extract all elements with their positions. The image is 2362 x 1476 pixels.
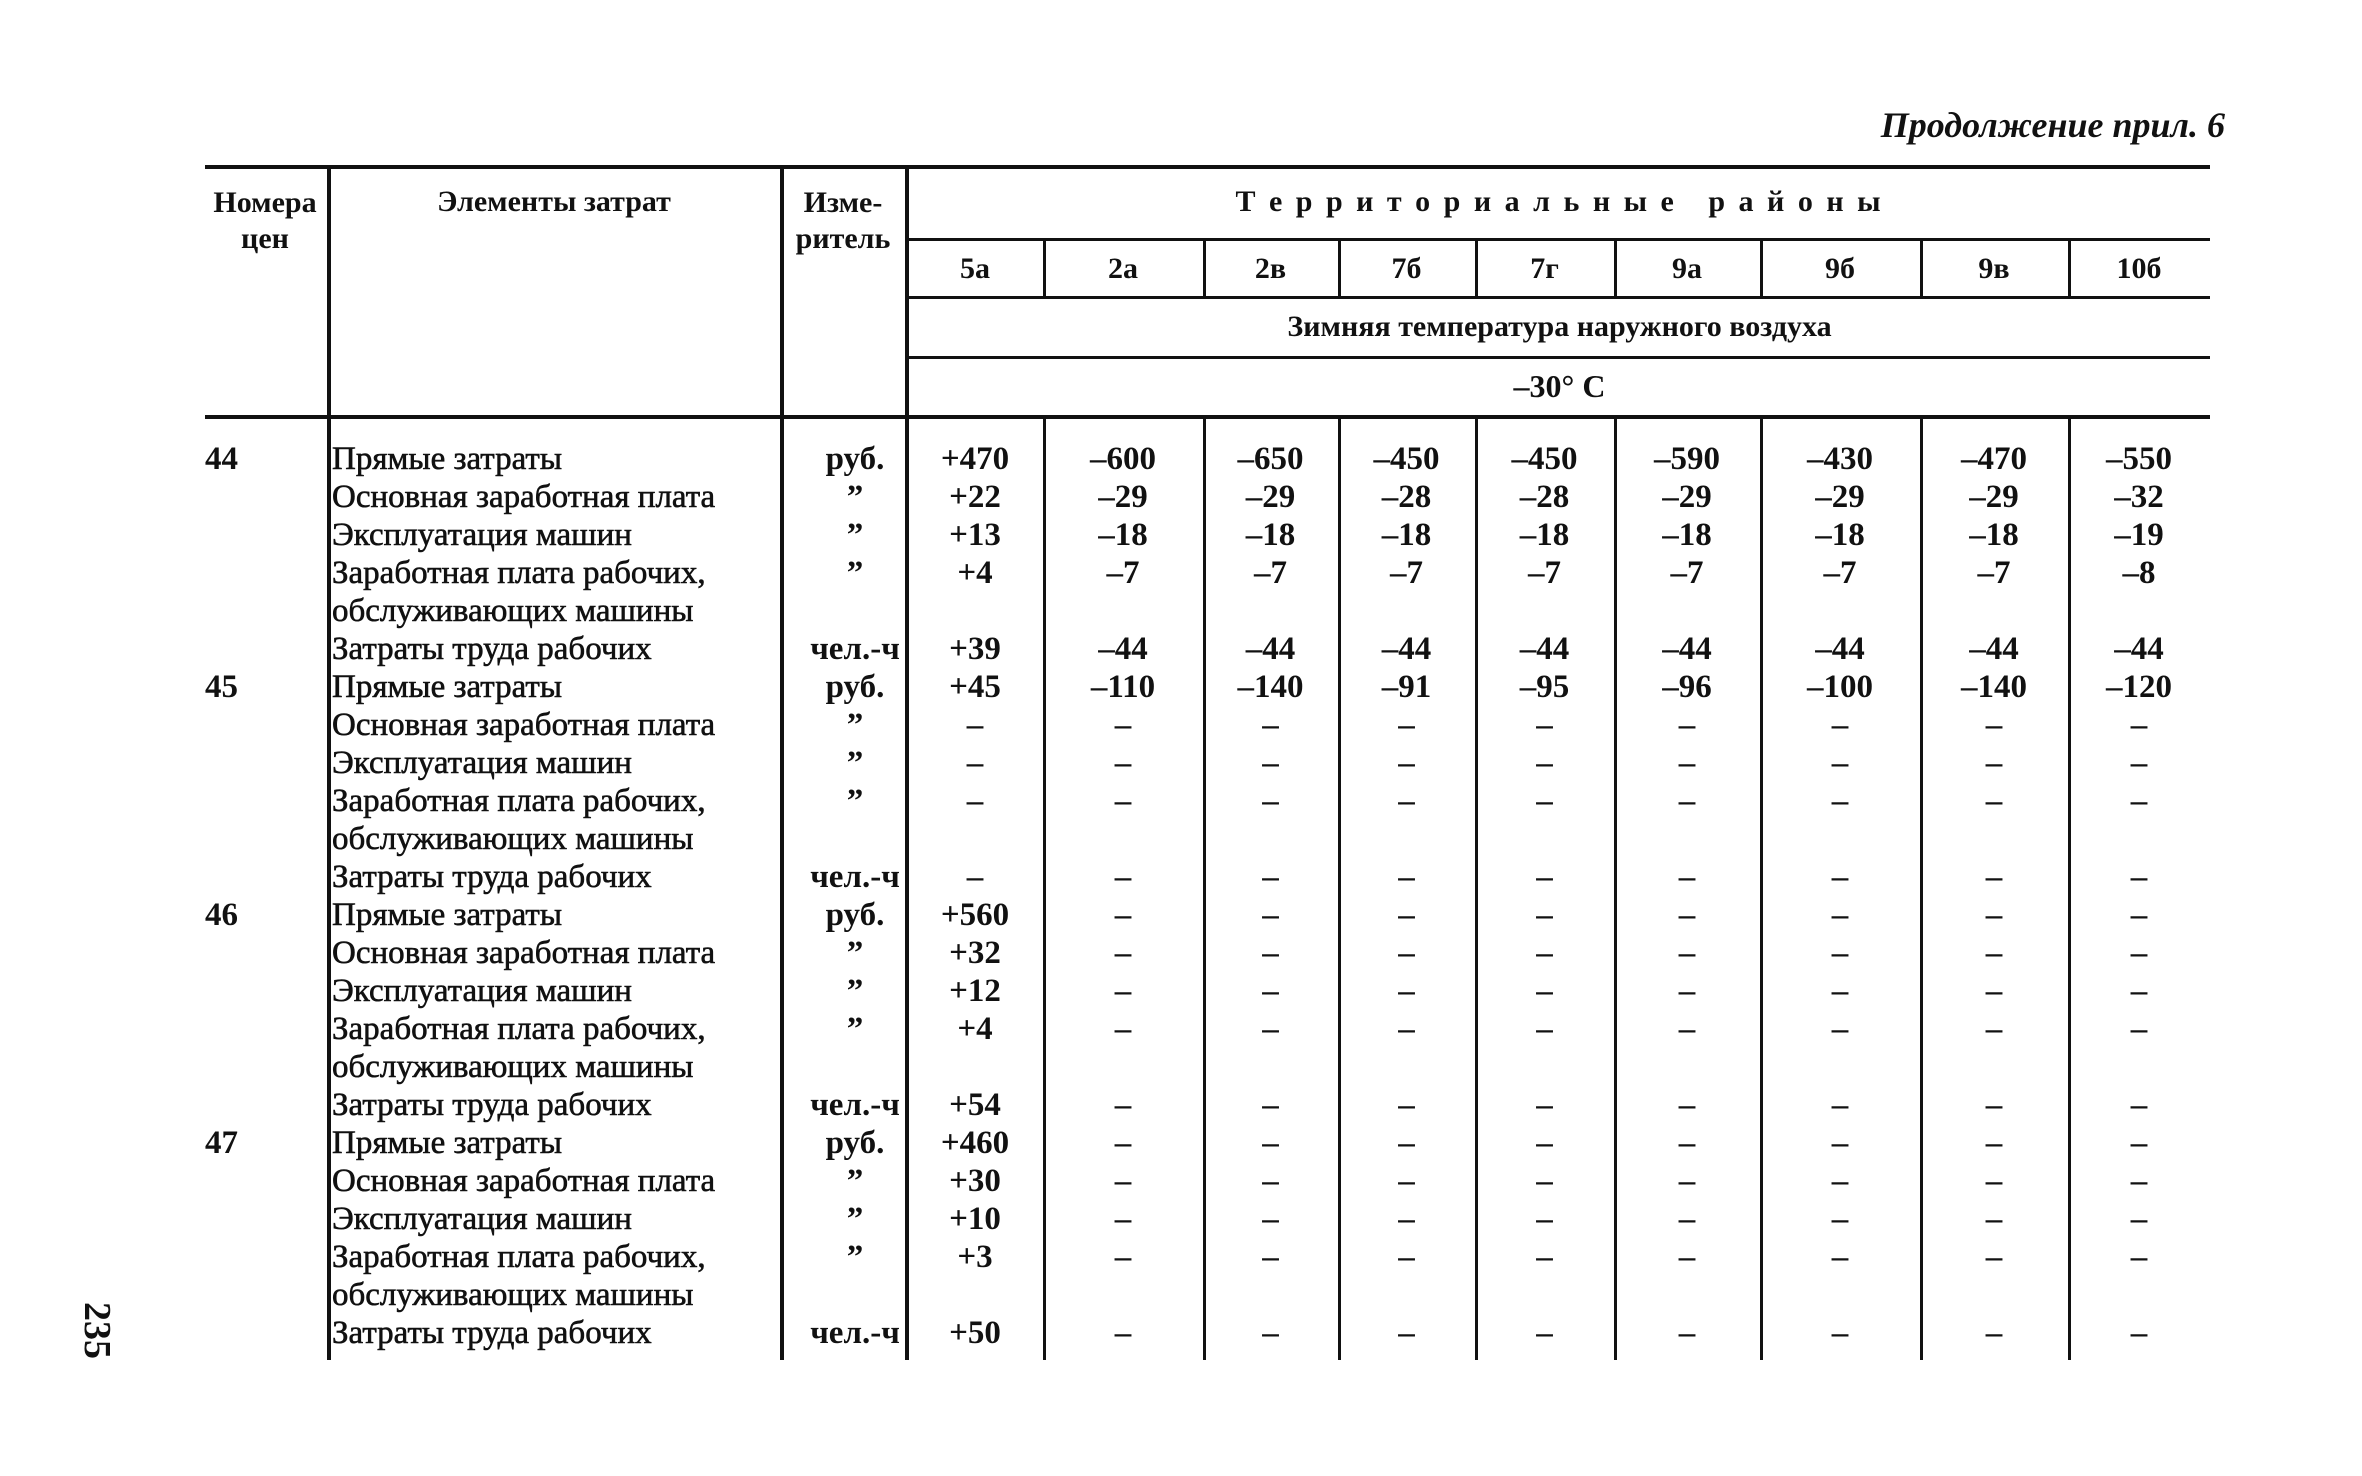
body-vline <box>1920 419 1923 1360</box>
value-cell: – <box>1536 707 1553 743</box>
value-cell: – <box>1678 935 1696 971</box>
value-cell: –110 <box>1090 669 1156 705</box>
cost-element: Заработная плата рабочих, обслуживающих машины <box>332 1011 706 1085</box>
value-cell: +10 <box>949 1201 1001 1237</box>
body-vline <box>327 419 331 1360</box>
value-cell: –18 <box>1245 517 1296 553</box>
value-cell: –650 <box>1237 441 1304 477</box>
region-header-4: 7г <box>1530 252 1559 285</box>
value-cell: –44 <box>1381 631 1432 667</box>
continuation-title: Продолжение прил. 6 <box>1880 105 2225 145</box>
value-cell: – <box>1114 897 1132 933</box>
value-cell: – <box>1985 935 2003 971</box>
value-cell: – <box>1398 935 1415 971</box>
value-cell: – <box>1262 1315 1279 1351</box>
value-cell: –7 <box>1977 555 2011 591</box>
value-cell: – <box>1985 1239 2003 1275</box>
value-cell: –44 <box>1969 631 2019 667</box>
body-vline <box>780 419 784 1360</box>
cost-element: Основная заработная плата <box>332 479 716 515</box>
value-cell: – <box>1985 1011 2003 1047</box>
value-cell: – <box>1985 1201 2003 1237</box>
value-cell: – <box>2130 745 2148 781</box>
header-unit: Изме- ритель <box>795 186 891 255</box>
body-vline <box>905 419 909 1360</box>
value-cell: – <box>1536 1315 1553 1351</box>
cost-element: Эксплуатация машин <box>332 973 632 1009</box>
value-cell: –32 <box>2114 479 2164 515</box>
value-cell: – <box>1262 707 1279 743</box>
value-cell: – <box>1678 1239 1696 1275</box>
value-cell: –8 <box>2122 555 2156 591</box>
value-cell: – <box>2130 935 2148 971</box>
value-cell: – <box>1536 1163 1553 1199</box>
value-cell: – <box>1114 1087 1132 1123</box>
value-cell: – <box>1678 1125 1696 1161</box>
value-cell: – <box>1678 973 1696 1009</box>
value-cell: – <box>1398 1125 1415 1161</box>
value-cell: – <box>1262 1163 1279 1199</box>
value-cell: – <box>1536 1201 1553 1237</box>
temperature-rule <box>907 356 2210 359</box>
value-cell: +3 <box>957 1239 993 1275</box>
value-cell: –18 <box>1815 517 1865 553</box>
unit-of-measure: ” <box>846 1163 864 1199</box>
cost-element: Эксплуатация машин <box>332 1201 632 1237</box>
body-vline <box>1203 419 1206 1360</box>
value-cell: +4 <box>957 555 993 591</box>
value-cell: – <box>1831 1201 1849 1237</box>
value-cell: +470 <box>940 441 1010 477</box>
value-cell: – <box>1262 1201 1279 1237</box>
value-cell: – <box>1831 1163 1849 1199</box>
body-vline <box>2068 419 2071 1360</box>
value-cell: – <box>1536 783 1553 819</box>
temperature-label: Зимняя температура наружного воздуха <box>1287 310 1832 343</box>
value-cell: – <box>2130 973 2148 1009</box>
value-cell: – <box>1831 859 1849 895</box>
value-cell: – <box>1831 1011 1849 1047</box>
value-cell: – <box>1831 707 1849 743</box>
value-cell: – <box>1262 1087 1279 1123</box>
value-cell: – <box>2130 1087 2148 1123</box>
temperature-value: –30° С <box>1513 368 1606 404</box>
cost-element: Заработная плата рабочих, обслуживающих машины <box>332 1239 706 1313</box>
region-header-3: 7б <box>1391 252 1422 285</box>
header-elements: Элементы затрат <box>437 185 671 218</box>
value-cell: – <box>966 859 984 895</box>
value-cell: – <box>1831 1239 1849 1275</box>
value-cell: –430 <box>1807 441 1873 477</box>
value-cell: – <box>1678 859 1696 895</box>
value-cell: –29 <box>1662 479 1712 515</box>
value-cell: – <box>1985 1087 2003 1123</box>
value-cell: –28 <box>1519 479 1570 515</box>
value-cell: – <box>1831 897 1849 933</box>
value-cell: –450 <box>1511 441 1578 477</box>
value-cell: – <box>1114 1315 1132 1351</box>
region-header-7: 9в <box>1978 252 2010 285</box>
body-vline <box>1614 419 1617 1360</box>
value-cell: – <box>2130 859 2148 895</box>
unit-of-measure: ” <box>846 783 864 819</box>
unit-of-measure: ” <box>846 555 864 591</box>
unit-of-measure: ” <box>846 1201 864 1237</box>
value-cell: +560 <box>940 897 1010 933</box>
value-cell: +460 <box>940 1125 1010 1161</box>
unit-of-measure: руб. <box>825 669 885 705</box>
page-number: 235 <box>76 1302 118 1359</box>
value-cell: –29 <box>1098 479 1148 515</box>
price-number: 46 <box>205 897 238 933</box>
value-cell: – <box>966 707 984 743</box>
cost-element: Основная заработная плата <box>332 707 716 743</box>
unit-of-measure: ” <box>846 707 864 743</box>
cost-element: Затраты труда рабочих <box>332 631 652 667</box>
value-cell: – <box>1262 859 1279 895</box>
value-cell: – <box>1398 1315 1415 1351</box>
value-cell: – <box>1985 897 2003 933</box>
body-vline <box>1475 419 1478 1360</box>
value-cell: – <box>2130 783 2148 819</box>
value-cell: – <box>1114 783 1132 819</box>
unit-of-measure: руб. <box>825 1125 885 1161</box>
value-cell: +54 <box>949 1087 1001 1123</box>
value-cell: – <box>1398 1011 1415 1047</box>
value-cell: – <box>1262 935 1279 971</box>
value-cell: –140 <box>1237 669 1304 705</box>
value-cell: – <box>1985 783 2003 819</box>
value-cell: – <box>1985 1125 2003 1161</box>
value-cell: +22 <box>949 479 1001 515</box>
cost-element: Эксплуатация машин <box>332 517 632 553</box>
value-cell: – <box>1678 1011 1696 1047</box>
value-cell: –550 <box>2106 441 2172 477</box>
unit-of-measure: руб. <box>825 441 885 477</box>
value-cell: –19 <box>2114 517 2164 553</box>
value-cell: – <box>1398 1201 1415 1237</box>
value-cell: – <box>1114 1011 1132 1047</box>
body-vline <box>1760 419 1763 1360</box>
value-cell: – <box>1114 935 1132 971</box>
value-cell: – <box>1985 745 2003 781</box>
value-cell: –140 <box>1961 669 2027 705</box>
value-cell: – <box>1114 1239 1132 1275</box>
value-cell: – <box>1678 1163 1696 1199</box>
value-cell: – <box>1536 859 1553 895</box>
value-cell: –18 <box>1381 517 1432 553</box>
value-cell: – <box>1114 1201 1132 1237</box>
value-cell: –29 <box>1969 479 2019 515</box>
value-cell: – <box>1114 745 1132 781</box>
value-cell: – <box>1831 783 1849 819</box>
value-cell: +50 <box>949 1315 1001 1351</box>
cost-element: Заработная плата рабочих, обслуживающих машины <box>332 555 706 629</box>
value-cell: – <box>1536 897 1553 933</box>
value-cell: –29 <box>1245 479 1296 515</box>
cost-element: Затраты труда рабочих <box>332 859 652 895</box>
value-cell: – <box>1262 783 1279 819</box>
value-cell: +32 <box>949 935 1001 971</box>
value-cell: – <box>1398 859 1415 895</box>
cost-element: Основная заработная плата <box>332 1163 716 1199</box>
value-cell: +30 <box>949 1163 1001 1199</box>
unit-of-measure: ” <box>846 479 864 515</box>
value-cell: – <box>966 783 984 819</box>
value-cell: – <box>2130 897 2148 933</box>
value-cell: –44 <box>2114 631 2164 667</box>
value-cell: – <box>1678 707 1696 743</box>
value-cell: –91 <box>1381 669 1432 705</box>
value-cell: – <box>1536 935 1553 971</box>
cost-element: Затраты труда рабочих <box>332 1087 652 1123</box>
value-cell: – <box>1114 1163 1132 1199</box>
cost-element: Прямые затраты <box>332 1125 563 1161</box>
region-header-5: 9а <box>1672 252 1702 285</box>
cost-element: Прямые затраты <box>332 441 563 477</box>
value-cell: –44 <box>1098 631 1148 667</box>
unit-of-measure: чел.-ч <box>810 631 900 667</box>
value-cell: – <box>1678 1087 1696 1123</box>
value-cell: – <box>1831 745 1849 781</box>
cost-element: Основная заработная плата <box>332 935 716 971</box>
value-cell: –44 <box>1245 631 1296 667</box>
unit-of-measure: ” <box>846 745 864 781</box>
unit-of-measure: ” <box>846 1011 864 1047</box>
value-cell: – <box>1678 783 1696 819</box>
unit-of-measure: ” <box>846 973 864 1009</box>
unit-of-measure: ” <box>846 517 864 553</box>
value-cell: – <box>1398 783 1415 819</box>
cost-element: Заработная плата рабочих, обслуживающих машины <box>332 783 706 857</box>
value-cell: – <box>1398 1239 1415 1275</box>
value-cell: – <box>1536 1125 1553 1161</box>
value-cell: – <box>1985 707 2003 743</box>
value-cell: – <box>2130 707 2148 743</box>
value-cell: – <box>1114 859 1132 895</box>
value-cell: –44 <box>1815 631 1865 667</box>
regions-rule <box>907 238 2210 241</box>
region-codes-rule <box>907 296 2210 299</box>
value-cell: – <box>1536 1011 1553 1047</box>
region-header-0: 5а <box>960 252 990 285</box>
value-cell: –18 <box>1969 517 2019 553</box>
unit-of-measure: руб. <box>825 897 885 933</box>
value-cell: – <box>1262 897 1279 933</box>
value-cell: –29 <box>1815 479 1865 515</box>
value-cell: – <box>1678 1201 1696 1237</box>
unit-of-measure: чел.-ч <box>810 1087 900 1123</box>
value-cell: – <box>1398 707 1415 743</box>
value-cell: – <box>2130 1163 2148 1199</box>
price-number: 47 <box>205 1125 238 1161</box>
value-cell: –600 <box>1090 441 1156 477</box>
value-cell: – <box>1262 1125 1279 1161</box>
value-cell: –18 <box>1519 517 1570 553</box>
cost-element: Прямые затраты <box>332 897 563 933</box>
price-number: 44 <box>205 441 238 477</box>
header-codes: Номера цен <box>213 186 317 255</box>
value-cell: –95 <box>1519 669 1570 705</box>
value-cell: –7 <box>1670 555 1704 591</box>
value-cell: – <box>2130 1011 2148 1047</box>
value-cell: – <box>1678 1315 1696 1351</box>
value-cell: – <box>1831 1087 1849 1123</box>
value-cell: – <box>1831 935 1849 971</box>
value-cell: +39 <box>949 631 1001 667</box>
unit-of-measure: ” <box>846 935 864 971</box>
value-cell: – <box>1262 1011 1279 1047</box>
table-top-rule <box>205 165 2210 169</box>
value-cell: – <box>1536 1087 1553 1123</box>
value-cell: – <box>1398 1087 1415 1123</box>
unit-of-measure: чел.-ч <box>810 1315 900 1351</box>
header-bottom-rule <box>205 415 2210 419</box>
value-cell: –7 <box>1390 555 1423 591</box>
value-cell: – <box>1262 745 1279 781</box>
value-cell: – <box>2130 1239 2148 1275</box>
value-cell: – <box>1262 1239 1279 1275</box>
unit-of-measure: ” <box>846 1239 864 1275</box>
value-cell: –18 <box>1098 517 1148 553</box>
value-cell: –18 <box>1662 517 1712 553</box>
value-cell: – <box>1985 973 2003 1009</box>
body-vline <box>1338 419 1341 1360</box>
body-vline <box>1043 419 1046 1360</box>
cost-element: Прямые затраты <box>332 669 563 705</box>
value-cell: –470 <box>1961 441 2027 477</box>
value-cell: – <box>1398 973 1415 1009</box>
unit-of-measure: чел.-ч <box>810 859 900 895</box>
value-cell: +45 <box>949 669 1001 705</box>
value-cell: –96 <box>1662 669 1712 705</box>
value-cell: –7 <box>1106 555 1140 591</box>
cost-element: Затраты труда рабочих <box>332 1315 652 1351</box>
price-number: 45 <box>205 669 238 705</box>
value-cell: – <box>2130 1201 2148 1237</box>
value-cell: –44 <box>1662 631 1712 667</box>
value-cell: –120 <box>2106 669 2172 705</box>
region-header-8: 10б <box>2116 252 2162 285</box>
value-cell: – <box>1536 745 1553 781</box>
value-cell: – <box>1985 1163 2003 1199</box>
region-header-6: 9б <box>1825 252 1855 285</box>
value-cell: – <box>1398 1163 1415 1199</box>
value-cell: – <box>1114 973 1132 1009</box>
value-cell: –7 <box>1528 555 1561 591</box>
value-cell: – <box>1536 973 1553 1009</box>
region-header-2: 2в <box>1254 252 1287 285</box>
value-cell: – <box>1398 745 1415 781</box>
value-cell: –7 <box>1254 555 1287 591</box>
value-cell: –28 <box>1381 479 1432 515</box>
value-cell: –590 <box>1654 441 1720 477</box>
value-cell: – <box>1262 973 1279 1009</box>
value-cell: +4 <box>957 1011 993 1047</box>
value-cell: –7 <box>1823 555 1857 591</box>
region-header-1: 2а <box>1108 252 1138 285</box>
value-cell: – <box>1398 897 1415 933</box>
cost-element: Эксплуатация машин <box>332 745 632 781</box>
value-cell: – <box>1114 707 1132 743</box>
value-cell: – <box>1985 1315 2003 1351</box>
value-cell: – <box>1536 1239 1553 1275</box>
value-cell: – <box>1678 897 1696 933</box>
value-cell: +13 <box>949 517 1001 553</box>
value-cell: – <box>1985 859 2003 895</box>
value-cell: – <box>1831 1315 1849 1351</box>
value-cell: +12 <box>949 973 1001 1009</box>
value-cell: – <box>1831 973 1849 1009</box>
value-cell: –44 <box>1519 631 1570 667</box>
value-cell: –450 <box>1373 441 1440 477</box>
value-cell: –100 <box>1807 669 1873 705</box>
value-cell: – <box>1114 1125 1132 1161</box>
value-cell: – <box>2130 1315 2148 1351</box>
value-cell: – <box>966 745 984 781</box>
value-cell: – <box>1678 745 1696 781</box>
header-regions-group: Т е р р и т о р и а л ь н ы е р а й о н ы <box>1235 185 1884 218</box>
value-cell: – <box>2130 1125 2148 1161</box>
value-cell: – <box>1831 1125 1849 1161</box>
